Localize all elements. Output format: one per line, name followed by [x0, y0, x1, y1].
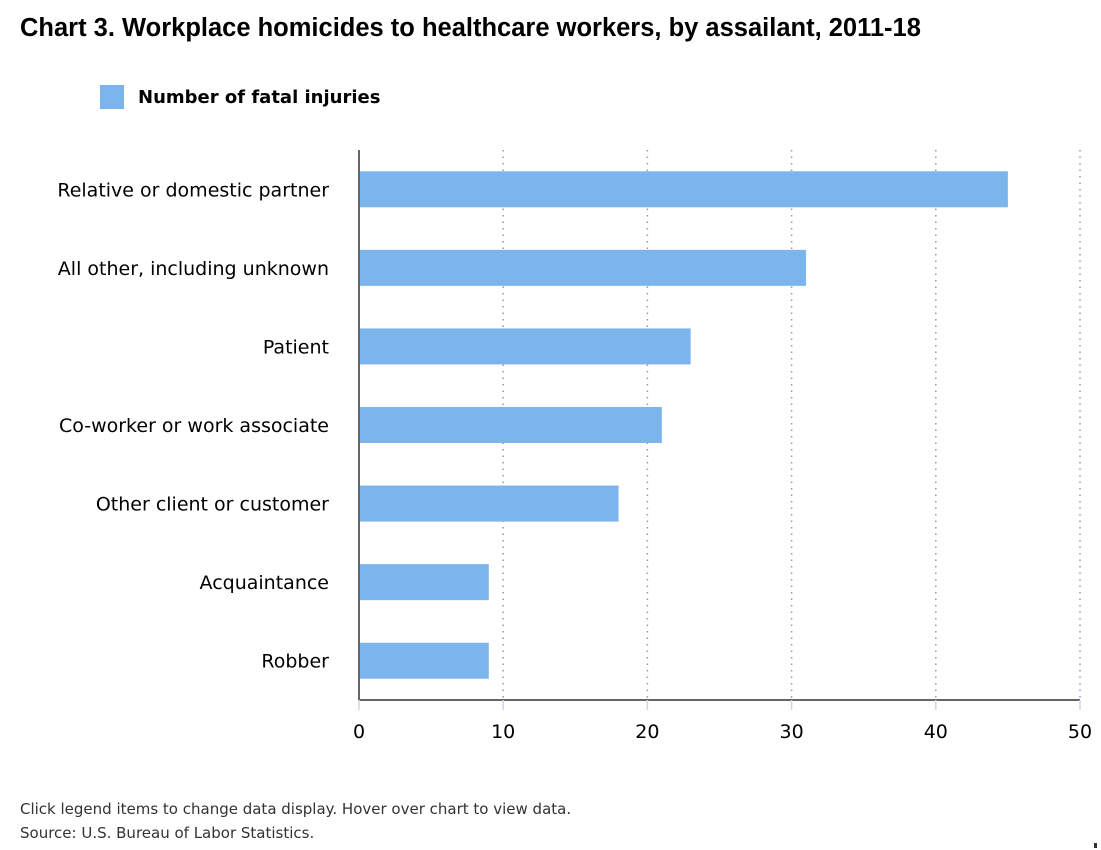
x-tick-label: 30	[779, 721, 804, 743]
x-tick-label: 20	[635, 721, 660, 743]
bar-3[interactable]	[359, 407, 662, 443]
footer-note: Click legend items to change data display. Hover over chart to view data.	[20, 800, 572, 818]
category-label: All other, including unknown	[57, 257, 329, 280]
bar-5[interactable]	[359, 564, 489, 600]
legend-label: Number of fatal injuries	[138, 86, 381, 108]
chart-title: Chart 3. Workplace homicides to healthcare workers, by assailant, 2011-18	[20, 14, 921, 42]
bar-0[interactable]	[359, 171, 1008, 207]
bar-2[interactable]	[359, 328, 691, 364]
bar-4[interactable]	[359, 486, 619, 522]
x-tick-label: 0	[352, 721, 366, 743]
category-label: Acquaintance	[199, 572, 329, 595]
footer-source: Source: U.S. Bureau of Labor Statistics.	[20, 824, 315, 842]
bar-1[interactable]	[359, 250, 806, 286]
category-label: Relative or domestic partner	[57, 179, 329, 202]
x-tick-label: 40	[923, 721, 948, 743]
corner-mark	[1094, 843, 1097, 848]
x-tick-label: 50	[1067, 721, 1093, 743]
category-label: Patient	[262, 336, 329, 359]
category-label: Co-worker or work associate	[58, 415, 329, 437]
bar-6[interactable]	[359, 643, 489, 679]
x-tick-label: 10	[491, 721, 516, 743]
category-label: Robber	[261, 650, 329, 673]
category-label: Other client or customer	[95, 493, 329, 516]
